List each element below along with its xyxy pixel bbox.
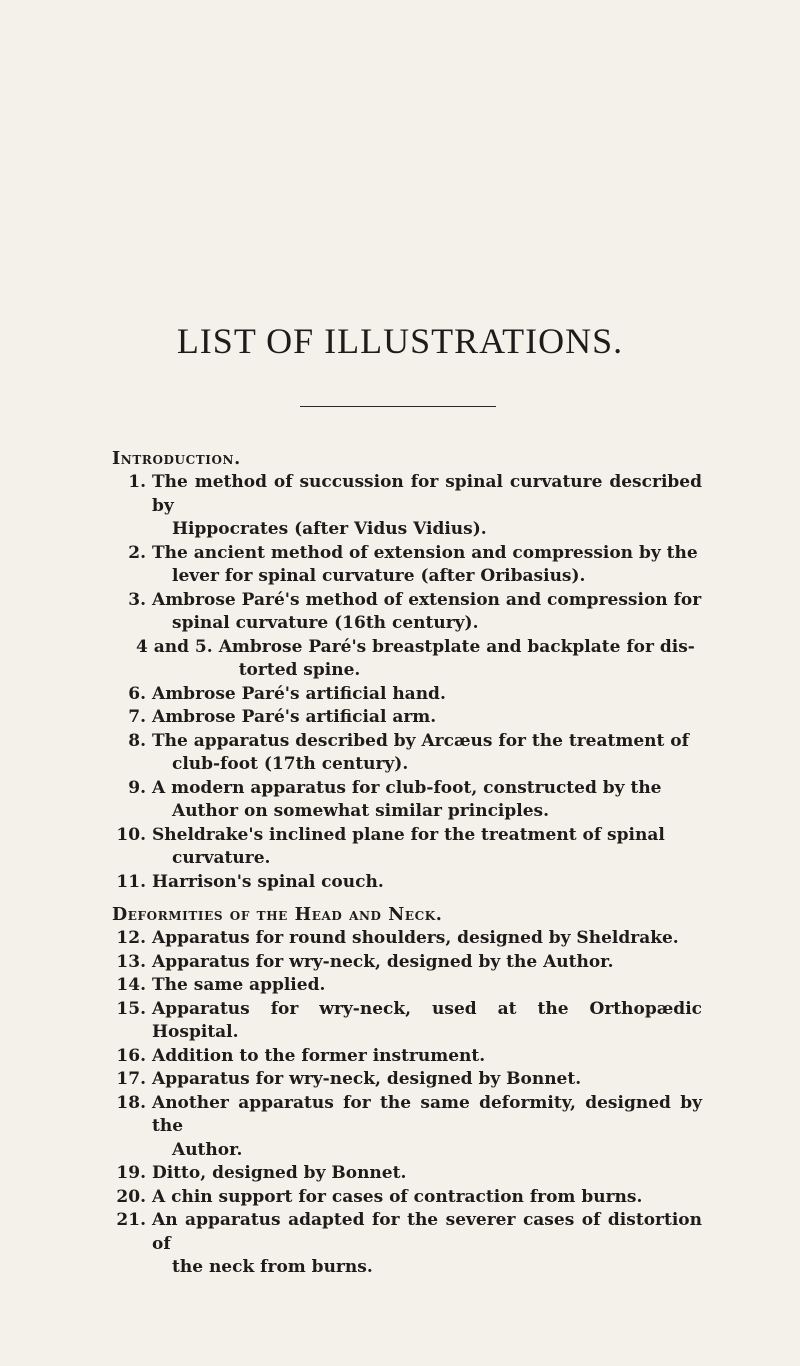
item-number: 15. bbox=[116, 998, 146, 1019]
item-text-continuation: torted spine. bbox=[238, 660, 361, 680]
item-text-line: Addition to the former instrument. bbox=[152, 1045, 486, 1066]
item-text bbox=[152, 1068, 702, 1092]
item-text-line: Apparatus for wry-neck, designed by Bonnet. bbox=[152, 1069, 582, 1089]
item-text-continuation: Author on somewhat similar principles. bbox=[172, 801, 550, 821]
section-heading: Deformities of the Head and Neck. bbox=[112, 905, 443, 925]
list-item bbox=[112, 1186, 702, 1210]
item-number: 8. bbox=[128, 730, 146, 751]
item-text bbox=[152, 974, 702, 998]
list-item bbox=[112, 998, 702, 1045]
item-number: 11. bbox=[116, 871, 146, 892]
item-text-line: A modern apparatus for club-foot, constructed by the bbox=[152, 777, 662, 798]
list-item bbox=[112, 1092, 702, 1163]
list-item bbox=[112, 871, 702, 895]
item-number: 16. bbox=[116, 1045, 146, 1066]
item-number: 21. bbox=[116, 1210, 146, 1230]
item-text-continuation: the neck from burns. bbox=[172, 1257, 373, 1277]
item-text-continuation: lever for spinal curvature (after Oribasius). bbox=[172, 566, 586, 586]
page-title: LIST OF ILLUSTRATIONS. bbox=[176, 321, 624, 361]
entries bbox=[112, 471, 702, 894]
list-item bbox=[112, 730, 702, 777]
item-text-line: Another apparatus for the same deformity, designed by the bbox=[152, 1092, 702, 1136]
list-item bbox=[112, 777, 702, 824]
item-number: 12. bbox=[116, 928, 146, 948]
item-text-continuation: spinal curvature (16th century). bbox=[172, 613, 479, 633]
item-text-line: The same applied. bbox=[152, 975, 326, 995]
list-item bbox=[112, 1162, 702, 1186]
item-text bbox=[152, 683, 702, 707]
item-text-line: A chin support for cases of contraction from burns. bbox=[152, 1186, 643, 1207]
item-text-line: The ancient method of extension and compression by the bbox=[152, 542, 698, 563]
item-text bbox=[152, 1162, 702, 1186]
item-text-line: Apparatus for wry-neck, designed by the Author. bbox=[152, 951, 614, 972]
list-item bbox=[112, 974, 702, 998]
item-text bbox=[152, 1186, 702, 1210]
list-item bbox=[112, 1045, 702, 1069]
item-text-continuation: Hippocrates (after Vidus Vidius). bbox=[172, 519, 487, 539]
item-text bbox=[152, 998, 702, 1045]
item-text bbox=[152, 824, 702, 871]
item-text bbox=[152, 1092, 702, 1163]
illustrations-list bbox=[112, 448, 702, 1290]
item-number: 1. bbox=[128, 472, 146, 492]
item-number: 17. bbox=[116, 1069, 146, 1089]
item-number: 6. bbox=[128, 683, 146, 704]
entries bbox=[112, 927, 702, 1280]
item-text bbox=[152, 951, 702, 975]
section-introduction bbox=[112, 448, 702, 894]
item-text bbox=[152, 589, 702, 636]
list-item bbox=[112, 951, 702, 975]
list-item bbox=[112, 927, 702, 951]
item-number: 14. bbox=[116, 975, 146, 995]
item-text-continuation: Author. bbox=[172, 1139, 243, 1160]
list-item bbox=[112, 636, 702, 683]
list-item bbox=[112, 471, 702, 542]
item-number: 18. bbox=[116, 1092, 146, 1113]
item-number: 4 and 5. bbox=[136, 636, 213, 657]
item-text-continuation: club-foot (17th century). bbox=[172, 754, 409, 774]
item-text-continuation: curvature. bbox=[172, 848, 271, 868]
item-text bbox=[152, 471, 702, 542]
item-text-line: Apparatus for round shoulders, designed by Sheldrake. bbox=[152, 928, 679, 948]
item-text-line: Apparatus for wry-neck, used at the Orthopædic Hospital. bbox=[152, 998, 702, 1042]
item-text-line: The apparatus described by Arcæus for the treatment of bbox=[152, 730, 689, 751]
item-text bbox=[152, 706, 702, 730]
item-text bbox=[152, 927, 702, 951]
item-text-line: Harrison's spinal couch. bbox=[152, 871, 384, 892]
item-number: 19. bbox=[116, 1163, 146, 1183]
item-text-line: Ambrose Paré's method of extension and compression for bbox=[152, 589, 702, 610]
item-text-line: Ambrose Paré's artificial hand. bbox=[152, 683, 446, 704]
list-item bbox=[112, 824, 702, 871]
item-text-line: Ambrose Paré's breastplate and backplate for dis- bbox=[218, 636, 695, 657]
item-text-line: Sheldrake's inclined plane for the treatment of spinal bbox=[152, 824, 665, 845]
item-text-line: Ambrose Paré's artificial arm. bbox=[152, 707, 437, 727]
item-text bbox=[219, 636, 702, 683]
item-number: 3. bbox=[128, 589, 146, 610]
item-number: 7. bbox=[128, 707, 146, 727]
list-item bbox=[112, 1068, 702, 1092]
item-text bbox=[152, 1209, 702, 1280]
item-text bbox=[152, 1045, 702, 1069]
item-number: 10. bbox=[116, 824, 146, 845]
item-number: 13. bbox=[116, 951, 146, 972]
list-item bbox=[112, 542, 702, 589]
item-text bbox=[152, 871, 702, 895]
list-item bbox=[112, 683, 702, 707]
item-text-line: The method of succussion for spinal curvature described by bbox=[152, 472, 702, 516]
item-number: 2. bbox=[128, 542, 146, 563]
item-text-line: Ditto, designed by Bonnet. bbox=[152, 1163, 407, 1183]
section-head-and-neck bbox=[112, 904, 702, 1280]
list-item bbox=[112, 706, 702, 730]
item-number: 9. bbox=[128, 777, 146, 798]
list-item bbox=[112, 589, 702, 636]
section-heading: Introduction. bbox=[112, 449, 241, 469]
item-text bbox=[152, 542, 702, 589]
item-text-line: An apparatus adapted for the severer cases of distortion of bbox=[152, 1210, 702, 1254]
item-number: 20. bbox=[116, 1186, 146, 1207]
list-item bbox=[112, 1209, 702, 1280]
item-text bbox=[152, 777, 702, 824]
item-text bbox=[152, 730, 702, 777]
title-divider bbox=[300, 406, 496, 407]
